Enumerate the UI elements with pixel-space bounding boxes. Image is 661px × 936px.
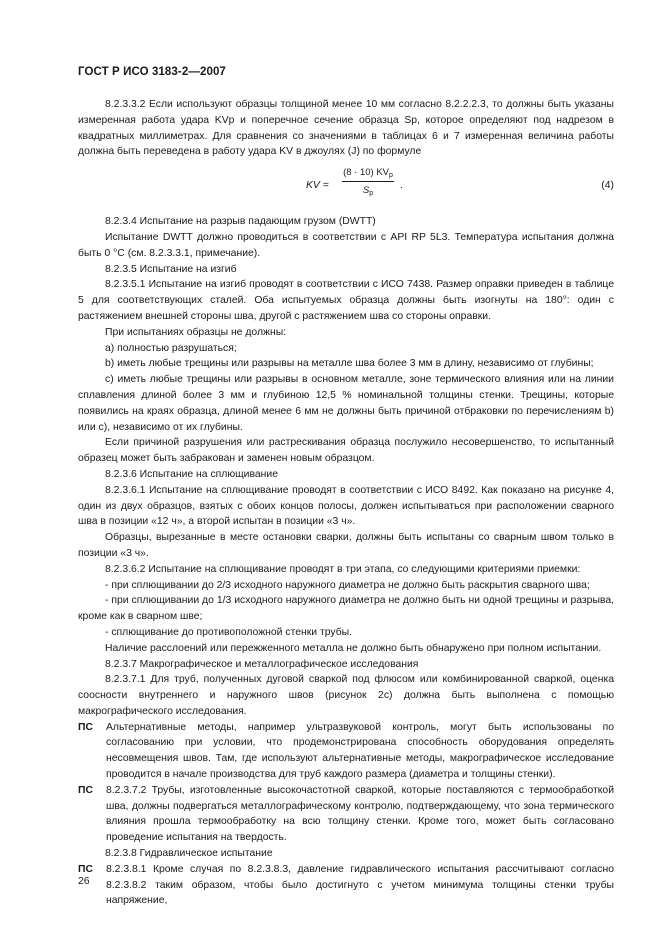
ps-text-8-2-3-8-1: 8.2.3.8.1 Кроме случая по 8.2.3.8.3, давление гидравлического испытания рассчитывают согласно 8.2.3.8.2 таким образом, чтобы было достигнуто с учетом минимума толщины стенки трубы напряжение, xyxy=(106,863,614,907)
ps-text-8-2-3-7-2: 8.2.3.7.2 Трубы, изготовленные высокочастотной сваркой, которые поставляются с термообработкой шва, должны подвергаться металлографическому контролю, подтверждающему, что зона термического влияния прошла термообработку на всю толщину стенки. Кроме того, может быть согласовано проведение испытания на твердость. xyxy=(106,784,614,844)
formula-dot: . xyxy=(400,180,403,192)
heading-8-2-3-5: 8.2.3.5 Испытание на изгиб xyxy=(105,263,237,275)
paragraph-dwtt: Испытание DWTT должно проводиться в соответствии с API RP 5L3. Температура испытания должна быть 0 °C (см. 8.2.3.3.1, примечание). xyxy=(78,231,614,259)
formula-numerator-sub: p xyxy=(389,172,393,180)
paragraph-8-2-3-3-2: 8.2.3.3.2 Если используют образцы толщиной менее 10 мм согласно 8.2.2.2.3, то должны быть указаны измеренная работа удара KVp и поперечное сечение образца Sp, которое определяют под надрезом в квадратных миллиметрах. Для сравнения со значениями в таблицах 6 и 7 измеренная величина работы должна быть переведена в работу удара KV в джоулях (J) по формуле xyxy=(78,99,614,158)
list-item-a: a) полностью разрушаться; xyxy=(105,342,237,354)
formula-4 xyxy=(78,166,614,206)
heading-8-2-3-8: 8.2.3.8 Гидравлическое испытание xyxy=(105,848,273,860)
page-number: 26 xyxy=(78,876,90,887)
paragraph-laminations: Наличие расслоений или пережженного металла не должно быть обнаружено при полном испытании. xyxy=(105,642,602,654)
paragraph-8-2-3-6-1: 8.2.3.6.1 Испытание на сплющивание проводят в соответствии с ИСО 8492. Как показано на рисунке 4, один из двух образцов, взятых с обоих концов полосы, должен испытываться при расположении сварного шва в позиции «12 ч», а второй испытан в позиции «3 ч». xyxy=(78,484,614,528)
ps-tag: ПС xyxy=(78,784,93,796)
paragraph-requirements-intro: При испытаниях образцы не должны: xyxy=(105,326,287,338)
paragraph-8-2-3-6-2: 8.2.3.6.2 Испытание на сплющивание проводят в три этапа, со следующими критериями приемки: xyxy=(105,563,581,575)
heading-8-2-3-4: 8.2.3.4 Испытание на разрыв падающим грузом (DWTT) xyxy=(105,216,376,228)
criterion-3: - сплющивание до противоположной стенки трубы. xyxy=(105,626,353,638)
formula-lhs: KV = xyxy=(306,180,329,192)
ps-text-alternative-methods: Альтернативные методы, например ультразвуковой контроль, могут быть использованы по согласованию при условии, что продемонстрирована способность оборудования определять несовмещения швов. Там, где используют альтернативные методы, макрографическое исследование проводится в начале производства для труб каждого размера (диаметра и толщины стенки). xyxy=(106,721,614,781)
criterion-1: - при сплющивании до 2/3 исходного наружного диаметра не должно быть раскрытия сварного шва; xyxy=(105,579,590,591)
standard-header: ГОСТ Р ИСО 3183-2—2007 xyxy=(78,66,226,78)
paragraph-8-2-3-7-1: 8.2.3.7.1 Для труб, полученных дуговой сваркой под флюсом или комбинированной сваркой, оценка соосности внутреннего и наружного швов (рисунок 2с) должна быть выполнена с помощью макрографического исследования. xyxy=(78,674,614,717)
paragraph-weld-stop: Образцы, вырезанные в месте остановки сварки, должны быть испытаны со сварным швом только в позиции «3 ч». xyxy=(78,532,614,559)
ps-tag: ПС xyxy=(78,721,93,733)
heading-8-2-3-7: 8.2.3.7 Макрографическое и металлографическое исследования xyxy=(105,658,419,670)
heading-8-2-3-6: 8.2.3.6 Испытание на сплющивание xyxy=(105,468,278,480)
formula-denominator-sub: p xyxy=(369,190,374,198)
document-body xyxy=(78,97,614,909)
ps-tag: ПС xyxy=(78,863,93,875)
ps-block-2 xyxy=(78,783,614,846)
list-item-c: c) иметь любые трещины или разрывы в основном металле, зоне термического влияния или на линии сплавления длиной более 3 мм и глубиною 12,5 % номинальной толщины стенки. Трещины, которые появились на краях образца, длиной менее 6 мм не должны быть причиной отбраковки по перечислениям b) или c), независимо от их глубины. xyxy=(78,374,614,433)
formula-numerator-text: (8 · 10) KV xyxy=(343,167,390,179)
ps-block-3 xyxy=(78,862,614,909)
formula-denominator-text: S xyxy=(362,185,370,197)
formula-denominator xyxy=(342,182,394,198)
list-item-b: b) иметь любые трещины или разрывы на металле шва более 3 мм в длину, независимо от глубины; xyxy=(105,358,594,370)
formula-number: (4) xyxy=(601,180,614,192)
criterion-2: - при сплющивании до 1/3 исходного наружного диаметра не должно быть ни одной трещины и разрыва, кроме как в сварном шве; xyxy=(78,595,614,623)
formula-numerator xyxy=(342,166,394,182)
formula-fraction xyxy=(342,166,394,198)
ps-block-1 xyxy=(78,720,614,783)
paragraph-rejection: Если причиной разрушения или растрескивания образца послужило несовершенство, то испытанный образец может быть забракован и заменен новым образцом. xyxy=(78,437,614,465)
paragraph-8-2-3-5-1: 8.2.3.5.1 Испытание на изгиб проводят в соответствии с ИСО 7438. Размер оправки приведен в таблице 5 для соответствующих сталей. Оба испытуемых образца должны быть изогнуты на 180°: один с растяжением внешней стороны шва, другой с растяжением шва со стороны оправки. xyxy=(78,279,614,322)
